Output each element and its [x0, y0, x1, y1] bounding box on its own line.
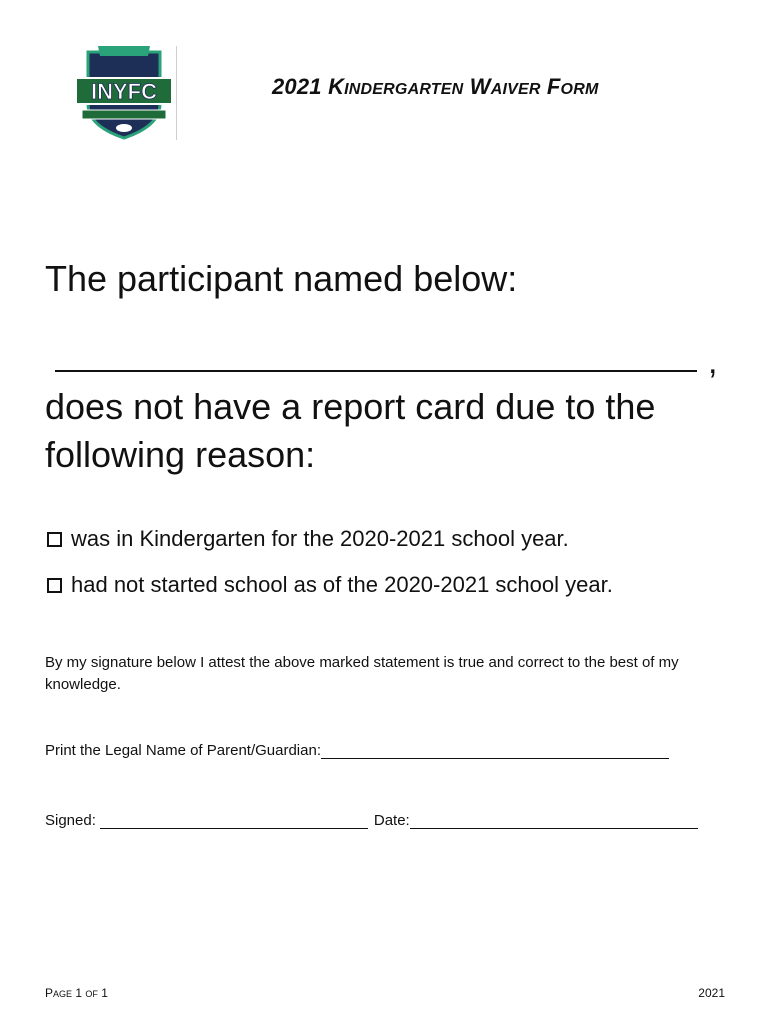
form-title	[272, 74, 598, 100]
option-kindergarten-label: was in Kindergarten for the 2020-2021 school year.	[71, 526, 569, 551]
page-number	[45, 986, 108, 1000]
guardian-name-label: Print the Legal Name of Parent/Guardian:	[45, 742, 321, 759]
title-word-3-cap: F	[546, 74, 561, 99]
signature-field[interactable]	[100, 814, 368, 829]
date-label: Date:	[373, 812, 410, 829]
signed-label: Signed:	[45, 812, 96, 829]
date-field[interactable]	[410, 814, 698, 829]
title-word-2-cap: W	[469, 74, 491, 99]
guardian-name-row	[45, 742, 669, 759]
option-not-started-label: had not started school as of the 2020-2021 school year.	[71, 572, 613, 597]
title-word-3-rest: ORM	[560, 81, 599, 98]
page-total: 1	[101, 986, 108, 1000]
reason-statement: does not have a report card due to the following reason:	[45, 386, 656, 475]
page-label-of: OF	[85, 989, 98, 999]
title-word-2-rest: AIVER	[490, 81, 541, 98]
option-kindergarten[interactable]	[47, 526, 569, 552]
title-year: 2021	[272, 74, 322, 99]
checkbox-icon[interactable]	[47, 532, 62, 547]
participant-name-field[interactable]	[55, 370, 697, 372]
page-label-p: P	[45, 986, 54, 1000]
guardian-name-field[interactable]	[321, 744, 669, 759]
shield-logo-icon	[68, 42, 180, 142]
page-current: 1	[75, 986, 83, 1000]
attestation-text: By my signature below I attest the above marked statement is true and correct to the best of my knowledge.	[45, 654, 679, 693]
lead-statement: The participant named below:	[45, 258, 518, 299]
option-not-started[interactable]	[47, 572, 613, 598]
footer-year: 2021	[698, 986, 725, 1000]
signature-row	[45, 812, 698, 829]
title-word-1-rest: INDERGARTEN	[344, 81, 464, 98]
checkbox-icon[interactable]	[47, 578, 62, 593]
name-comma: ,	[708, 343, 718, 381]
page-label-age: AGE	[53, 989, 73, 999]
logo-divider	[176, 46, 177, 140]
title-word-1-cap: K	[328, 74, 345, 99]
svg-text:INYFC: INYFC	[91, 79, 157, 104]
inyfc-logo	[68, 42, 180, 142]
